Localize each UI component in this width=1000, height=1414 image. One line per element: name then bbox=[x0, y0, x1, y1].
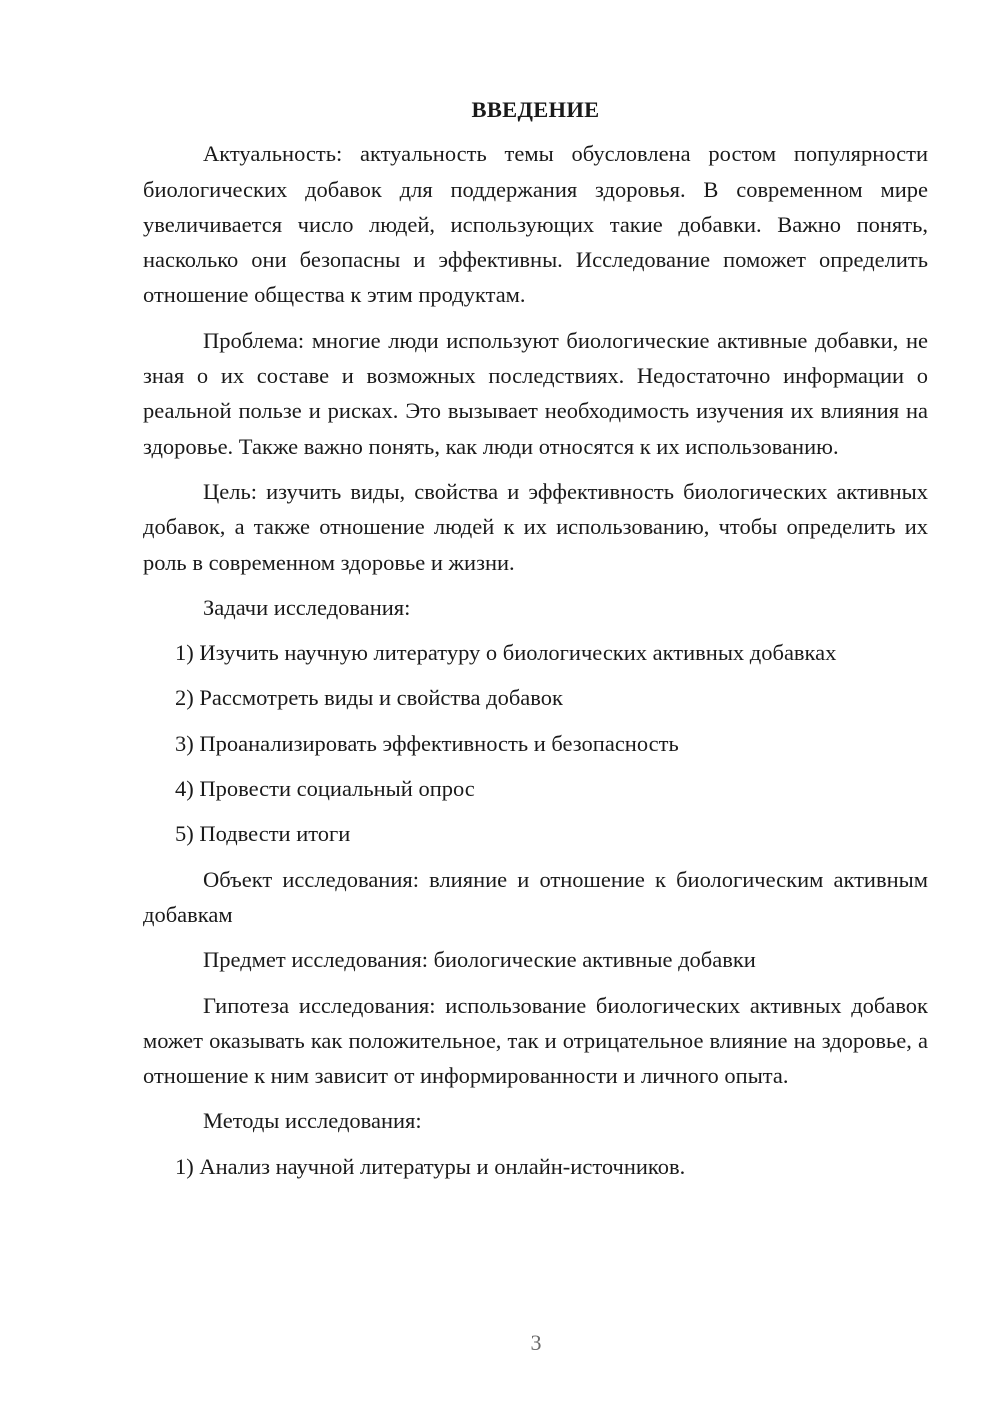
subject-paragraph: Предмет исследования: биологические активные добавки bbox=[203, 947, 756, 973]
page-number: 3 bbox=[530, 1330, 542, 1355]
methods-label: Методы исследования: bbox=[203, 1108, 422, 1134]
tasks-label: Задачи исследования: bbox=[203, 594, 411, 620]
list-item: 4) Провести социальный опрос bbox=[175, 776, 475, 802]
object-paragraph: Объект исследования: влияние и отношение к биологическим активным добавкам bbox=[143, 866, 928, 927]
problem-paragraph: Проблема: многие люди используют биологические активные добавки, не зная о их составе и возможных последствиях. Недостаточно информации о реальной пользе и рисках. Это вызывает необходимость изучения их влияния на здоровье. Также важно понять, как люди относятся к их использованию. bbox=[143, 327, 928, 459]
tasks-list bbox=[143, 635, 928, 851]
relevance-paragraph: Актуальность: актуальность темы обусловлена ростом популярности биологических добавок для поддержания здоровья. В современном мире увеличивается число людей, использующих такие добавки. Важно понять, насколько они безопасны и эффективны. Исследование поможет определить отношение общества к этим продуктам. bbox=[143, 141, 928, 308]
section-heading: ВВЕДЕНИЕ bbox=[471, 97, 600, 122]
document-page bbox=[143, 92, 928, 1194]
hypothesis-paragraph: Гипотеза исследования: использование биологических активных добавок может оказывать как положительное, так и отрицательное влияние на здоровье, а отношение к ним зависит от информированности и личного опыта. bbox=[143, 992, 928, 1089]
list-item: 3) Проанализировать эффективность и безопасность bbox=[175, 730, 679, 756]
methods-list bbox=[143, 1149, 928, 1184]
list-item: 5) Подвести итоги bbox=[175, 821, 351, 847]
list-item: 1) Изучить научную литературу о биологических активных добавках bbox=[175, 640, 837, 666]
goal-paragraph: Цель: изучить виды, свойства и эффективность биологических активных добавок, а также отношение людей к их использованию, чтобы определить их роль в современном здоровье и жизни. bbox=[143, 478, 928, 575]
list-item: 1) Анализ научной литературы и онлайн-источников. bbox=[175, 1153, 686, 1179]
list-item: 2) Рассмотреть виды и свойства добавок bbox=[175, 685, 563, 711]
